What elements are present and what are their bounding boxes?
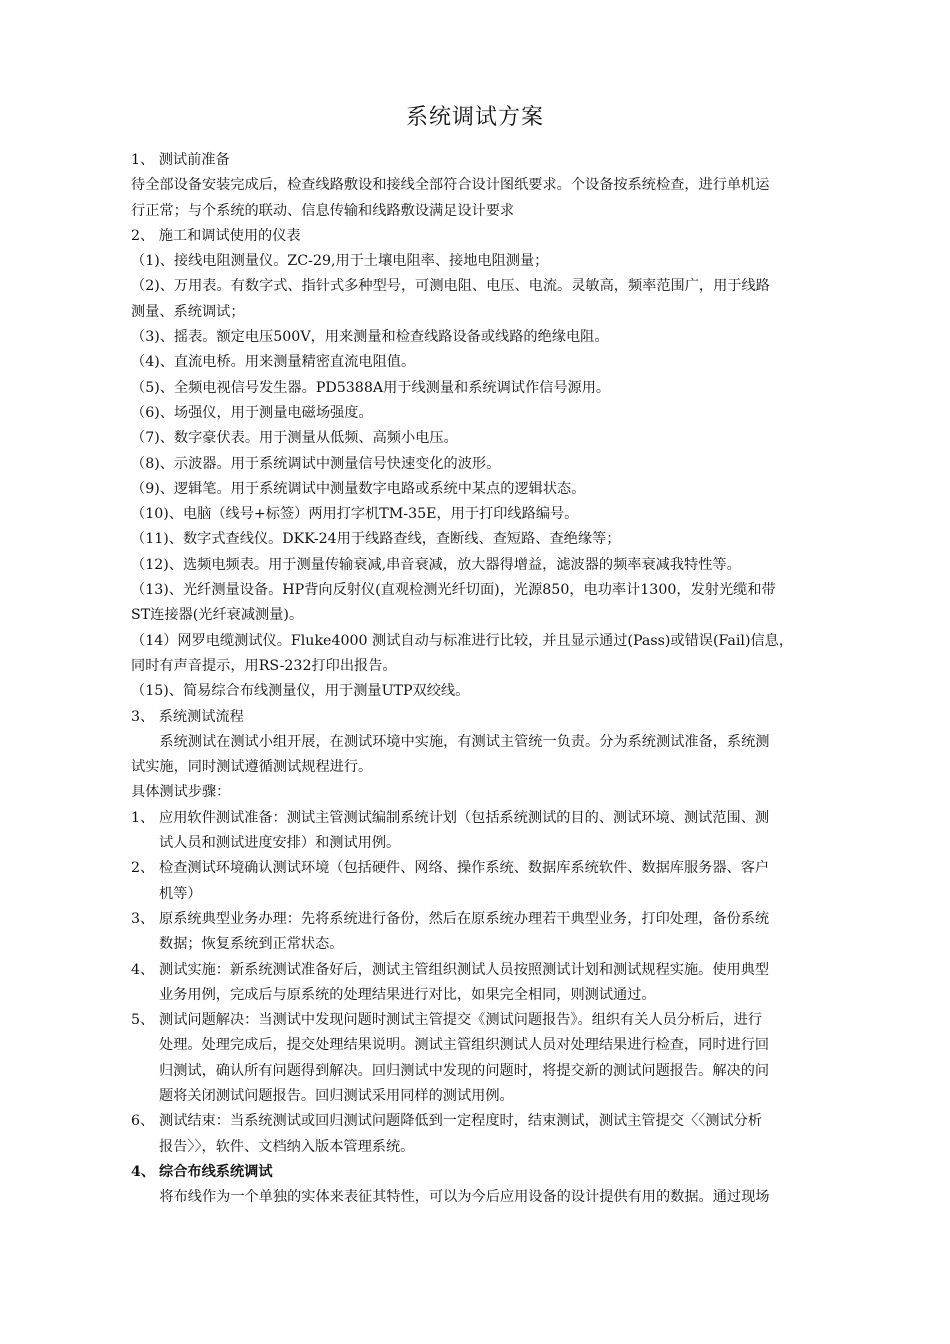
step-line: 试人员和测试进度安排）和测试用例。 <box>159 835 401 852</box>
document-title: 系统调试方案 <box>405 105 544 130</box>
step-number: 3、 <box>131 910 155 927</box>
instrument-item-continuation: 同时有声音提示，用RS-232打印出报告。 <box>131 657 397 674</box>
step-line: 报告〉〉，软件、文档纳入版本管理系统。 <box>159 1138 415 1155</box>
step-line: 归测试，确认所有问题得到解决。回归测试中发现的问题时，将提交新的测试问题报告。解决的问 <box>159 1062 770 1079</box>
step-item <box>131 958 891 1009</box>
paragraph-line: 将布线作为一个单独的实体来表征其特性，可以为今后应用设备的设计提供有用的数据。通过现场 <box>159 1189 770 1206</box>
step-text <box>159 958 891 1009</box>
step-line: 业务用例，完成后与原系统的处理结果进行对比，如果完全相同，则测试通过。 <box>159 986 656 1003</box>
steps-heading: 具体测试步骤： <box>131 784 231 801</box>
step-line: 题将关闭测试问题报告。回归测试采用同样的测试用例。 <box>159 1087 514 1104</box>
step-line: 数据；恢复系统到正常状态。 <box>159 936 344 953</box>
step-number: 4、 <box>131 961 155 978</box>
instrument-item: （13)、光纤测量设备。HP背向反射仪(直观检测光纤切面)，光源850，电功率计1300，发射光缆和带 <box>131 582 776 599</box>
instrument-item: （10)、电脑（线号+标签）两用打字机TM-35E，用于打印线路编号。 <box>131 506 579 523</box>
instrument-item: （14）网罗电缆测试仪。Fluke4000 测试自动与标准进行比较，并且显示通过(Pass)或错误(Fail)信息， <box>131 632 794 649</box>
instrument-item-continuation: 测量、系统调试； <box>131 303 245 320</box>
step-line: 检查测试环境确认测试环境（包括硬件、网络、操作系统、数据库系统软件、数据库服务器、客户 <box>159 860 770 877</box>
instrument-item: （2)、万用表。有数字式、指针式多种型号，可测电阻、电压、电流。灵敏高，频率范围广，用于线路 <box>131 278 770 295</box>
paragraph-line: 试实施，同时测试遵循测试规程进行。 <box>131 759 373 776</box>
instrument-item: （8)、示波器。用于系统调试中测量信号快速变化的波形。 <box>131 455 501 472</box>
step-line: 测试实施：新系统测试准备好后，测试主管组织测试人员按照测试计划和测试规程实施。使用典型 <box>159 961 770 978</box>
paragraph-line: 行正常；与个系统的联动、信息传输和线路敷设满足设计要求 <box>131 202 515 219</box>
instrument-item: （9)、逻辑笔。用于系统调试中测量数字电路或系统中某点的逻辑状态。 <box>131 480 586 497</box>
instrument-item: （1)、接线电阻测量仪。ZC-29,用于土壤电阻率、接地电阻测量； <box>131 253 549 270</box>
step-line: 测试问题解决：当测试中发现问题时测试主管提交《测试问题报告》。组织有关人员分析后，进行 <box>159 1012 762 1029</box>
section-heading: 2、 施工和调试使用的仪表 <box>131 227 301 244</box>
step-text <box>159 1008 891 1109</box>
step-number: 6、 <box>131 1113 155 1130</box>
instrument-item: （11)、数字式查线仪。DKK-24用于线路查线，查断线、查短路、查绝缘等； <box>131 531 621 548</box>
section-heading: 1、 测试前准备 <box>131 152 230 168</box>
step-item <box>131 856 891 907</box>
instrument-item-continuation: ST连接器(光纤衰减测量)。 <box>131 607 304 624</box>
section-title: 综合布线系统调试 <box>159 1163 273 1180</box>
paragraph-line: 待全部设备安装完成后，检查线路敷设和接线全部符合设计图纸要求。个设备按系统检查，进行单机运 <box>131 177 770 194</box>
step-number: 2、 <box>131 860 155 877</box>
step-number: 5、 <box>131 1012 155 1029</box>
step-text <box>159 856 891 907</box>
step-line: 测试结束：当系统测试或回归测试问题降低到一定程度时，结束测试，测试主管提交〈〈测试分析 <box>159 1113 762 1130</box>
step-item <box>131 1008 891 1109</box>
instrument-item: （3)、摇表。额定电压500V，用来测量和检查线路设备或线路的绝缘电阻。 <box>131 329 609 346</box>
section-number: 4、 <box>131 1163 156 1180</box>
step-text <box>159 1109 891 1160</box>
instrument-item: （6)、场强仪，用于测量电磁场强度。 <box>131 404 373 421</box>
instrument-item: （5)、全频电视信号发生器。PD5388A用于线测量和系统调试作信号源用。 <box>131 379 611 396</box>
section-heading <box>131 1160 891 1185</box>
step-line: 机等） <box>159 885 202 902</box>
step-number: 1、 <box>131 809 155 826</box>
step-item <box>131 907 891 958</box>
instrument-item: （4)、直流电桥。用来测量精密直流电阻值。 <box>131 354 416 371</box>
section-heading: 3、 系统测试流程 <box>131 708 244 725</box>
step-text <box>159 907 891 958</box>
step-line: 原系统典型业务办理：先将系统进行备份，然后在原系统办理若干典型业务，打印处理，备份系统 <box>159 910 770 927</box>
step-item <box>131 806 891 857</box>
document-body <box>131 148 891 1210</box>
instrument-item: （12)、选频电频表。用于测量传输衰减,串音衰减，放大器得增益，滤波器的频率衰减我特性等。 <box>131 556 741 573</box>
step-text <box>159 806 891 857</box>
paragraph-line: 系统测试在测试小组开展，在测试环境中实施，有测试主管统一负责。分为系统测试准备，系统测 <box>159 733 770 750</box>
instrument-item: （7)、数字豪伏表。用于测量从低频、高频小电压。 <box>131 430 458 447</box>
step-item <box>131 1109 891 1160</box>
step-line: 应用软件测试准备：测试主管测试编制系统计划（包括系统测试的目的、测试环境、测试范围、测 <box>159 809 770 826</box>
instrument-item: （15)、简易综合布线测量仪，用于测量UTP双绞线。 <box>131 683 470 700</box>
step-line: 处理。处理完成后，提交处理结果说明。测试主管组织测试人员对处理结果进行检查，同时进行回 <box>159 1037 770 1054</box>
